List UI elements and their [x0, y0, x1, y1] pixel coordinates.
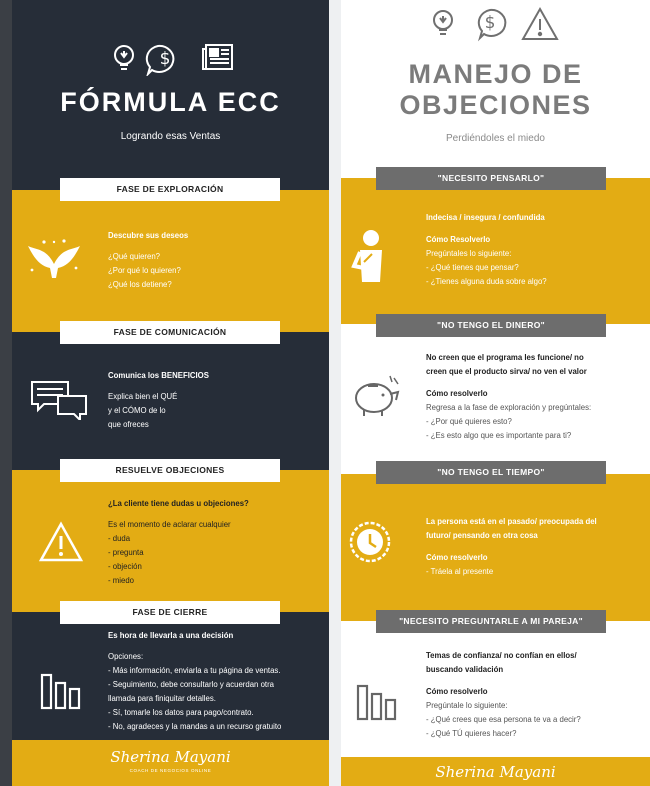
bar-chart-icon [356, 683, 400, 721]
section-line: Opciones: [108, 652, 144, 661]
section-line: Pregúntale lo siguiente: [426, 701, 508, 710]
section-line: - ¿Qué crees que esa persona te va a decir? [426, 715, 581, 724]
signature-tagline: COACH DE NEGOCIOS ONLINE [129, 768, 212, 773]
section-line: - ¿Qué TÚ quieres hacer? [426, 729, 517, 738]
section-line: - Sí, tomarle los datos para pago/contrato. [108, 708, 254, 717]
section-line: Pregúntales lo siguiente: [426, 249, 512, 258]
section-line: - No, agradeces y la mandas a un recurso gratuito [108, 722, 282, 731]
section-heading: Es hora de llevarla a una decisión [108, 631, 234, 640]
section-heading: No creen que el programa les funcione/ no [426, 353, 584, 362]
section-heading-2: futuro/ pensando en otra cosa [426, 531, 538, 540]
label-fase-cierre: FASE DE CIERRE [60, 601, 280, 624]
panel-gap [329, 0, 341, 786]
label-no-tengo-tiempo: "NO TENGO EL TIEMPO" [376, 461, 606, 484]
label-fase-exploracion: FASE DE EXPLORACIÓN [60, 178, 280, 201]
section-line: ¿Por qué lo quieren? [108, 266, 181, 275]
section-heading: Comunica los BENEFICIOS [108, 371, 209, 380]
section-line: - miedo [108, 576, 134, 585]
right-header-icons [428, 6, 560, 42]
section-line: - ¿Por qué quieres esto? [426, 417, 512, 426]
right-title-line1: MANEJO DE [408, 59, 583, 89]
section-line: y el CÓMO de lo [108, 406, 166, 415]
label-necesito-pensarlo: "NECESITO PENSARLO" [376, 167, 606, 190]
bar-chart-icon [40, 672, 84, 710]
dollar-icon [147, 46, 174, 74]
thinking-person-icon [350, 228, 392, 284]
section-line: - Seguimiento, debe consultarlo y acuerdan otra [108, 680, 274, 689]
label-resuelve-objeciones: RESUELVE OBJECIONES [60, 459, 280, 482]
lightbulb-icon [115, 46, 133, 69]
section-heading: Temas de confianza/ no confían en ellos/ [426, 651, 577, 660]
section-heading: ¿La cliente tiene dudas u objeciones? [108, 499, 249, 508]
speech-bubbles-icon [28, 378, 90, 420]
clock-icon [348, 520, 392, 564]
piggy-bank-icon [350, 374, 402, 418]
section-line: - pregunta [108, 548, 144, 557]
section-heading: Descubre sus deseos [108, 231, 189, 240]
right-subtitle: Perdiéndoles el miedo [446, 133, 545, 144]
label-necesito-preguntar-pareja: "NECESITO PREGUNTARLE A MI PAREJA" [376, 610, 606, 633]
section-line: - Más información, enviarla a tu página de ventas. [108, 666, 281, 675]
section-line: Explica bien el QUÉ [108, 392, 178, 401]
dove-icon [26, 238, 82, 282]
left-header-icons [110, 40, 236, 76]
svg-text:$: $ [484, 13, 496, 33]
section-line: ¿Qué los detiene? [108, 280, 172, 289]
section-line: Regresa a la fase de exploración y pregúntales: [426, 403, 592, 412]
lightbulb-icon [434, 11, 452, 34]
left-subtitle: Logrando esas Ventas [120, 131, 221, 142]
section-line: Es el momento de aclarar cualquier [108, 520, 231, 529]
left-edge-strip [0, 0, 12, 786]
signature-logo: Sherina Mayani [110, 748, 231, 766]
section-line: - ¿Es esto algo que es importante para ti? [426, 431, 572, 440]
section-line: que ofreces [108, 420, 149, 429]
section-subheading: Cómo resolverlo [426, 553, 488, 562]
section-line: - duda [108, 534, 131, 543]
section-heading: La persona está en el pasado/ preocupada del [426, 517, 597, 526]
signature-logo: Sherina Mayani [435, 763, 556, 781]
section-line: llamada para finiquitar detalles. [108, 694, 216, 703]
newspaper-icon [203, 45, 232, 69]
left-title: FÓRMULA ECC [60, 87, 281, 117]
section-subheading: Cómo Resolverlo [426, 235, 491, 244]
section-subheading: Cómo resolverlo [426, 389, 488, 398]
section-subheading: Cómo resolverlo [426, 687, 488, 696]
section-line: - objeción [108, 562, 142, 571]
section-line: - ¿Tienes alguna duda sobre algo? [426, 277, 547, 286]
label-no-tengo-dinero: "NO TENGO EL DINERO" [376, 314, 606, 337]
section-heading: Indecisa / insegura / confundida [426, 213, 545, 222]
dollar-icon [479, 10, 506, 38]
section-line: ¿Qué quieren? [108, 252, 161, 261]
warning-icon [38, 521, 84, 563]
section-line: - Tráela al presente [426, 567, 494, 576]
warning-icon [523, 9, 557, 39]
svg-text:$: $ [159, 49, 171, 69]
right-title-line2: OBJECIONES [399, 90, 592, 120]
section-heading-2: creen que el producto sirva/ no ven el valor [426, 367, 587, 376]
section-line: - ¿Qué tienes que pensar? [426, 263, 519, 272]
label-fase-comunicacion: FASE DE COMUNICACIÓN [60, 321, 280, 344]
section-heading-2: buscando validación [426, 665, 504, 674]
